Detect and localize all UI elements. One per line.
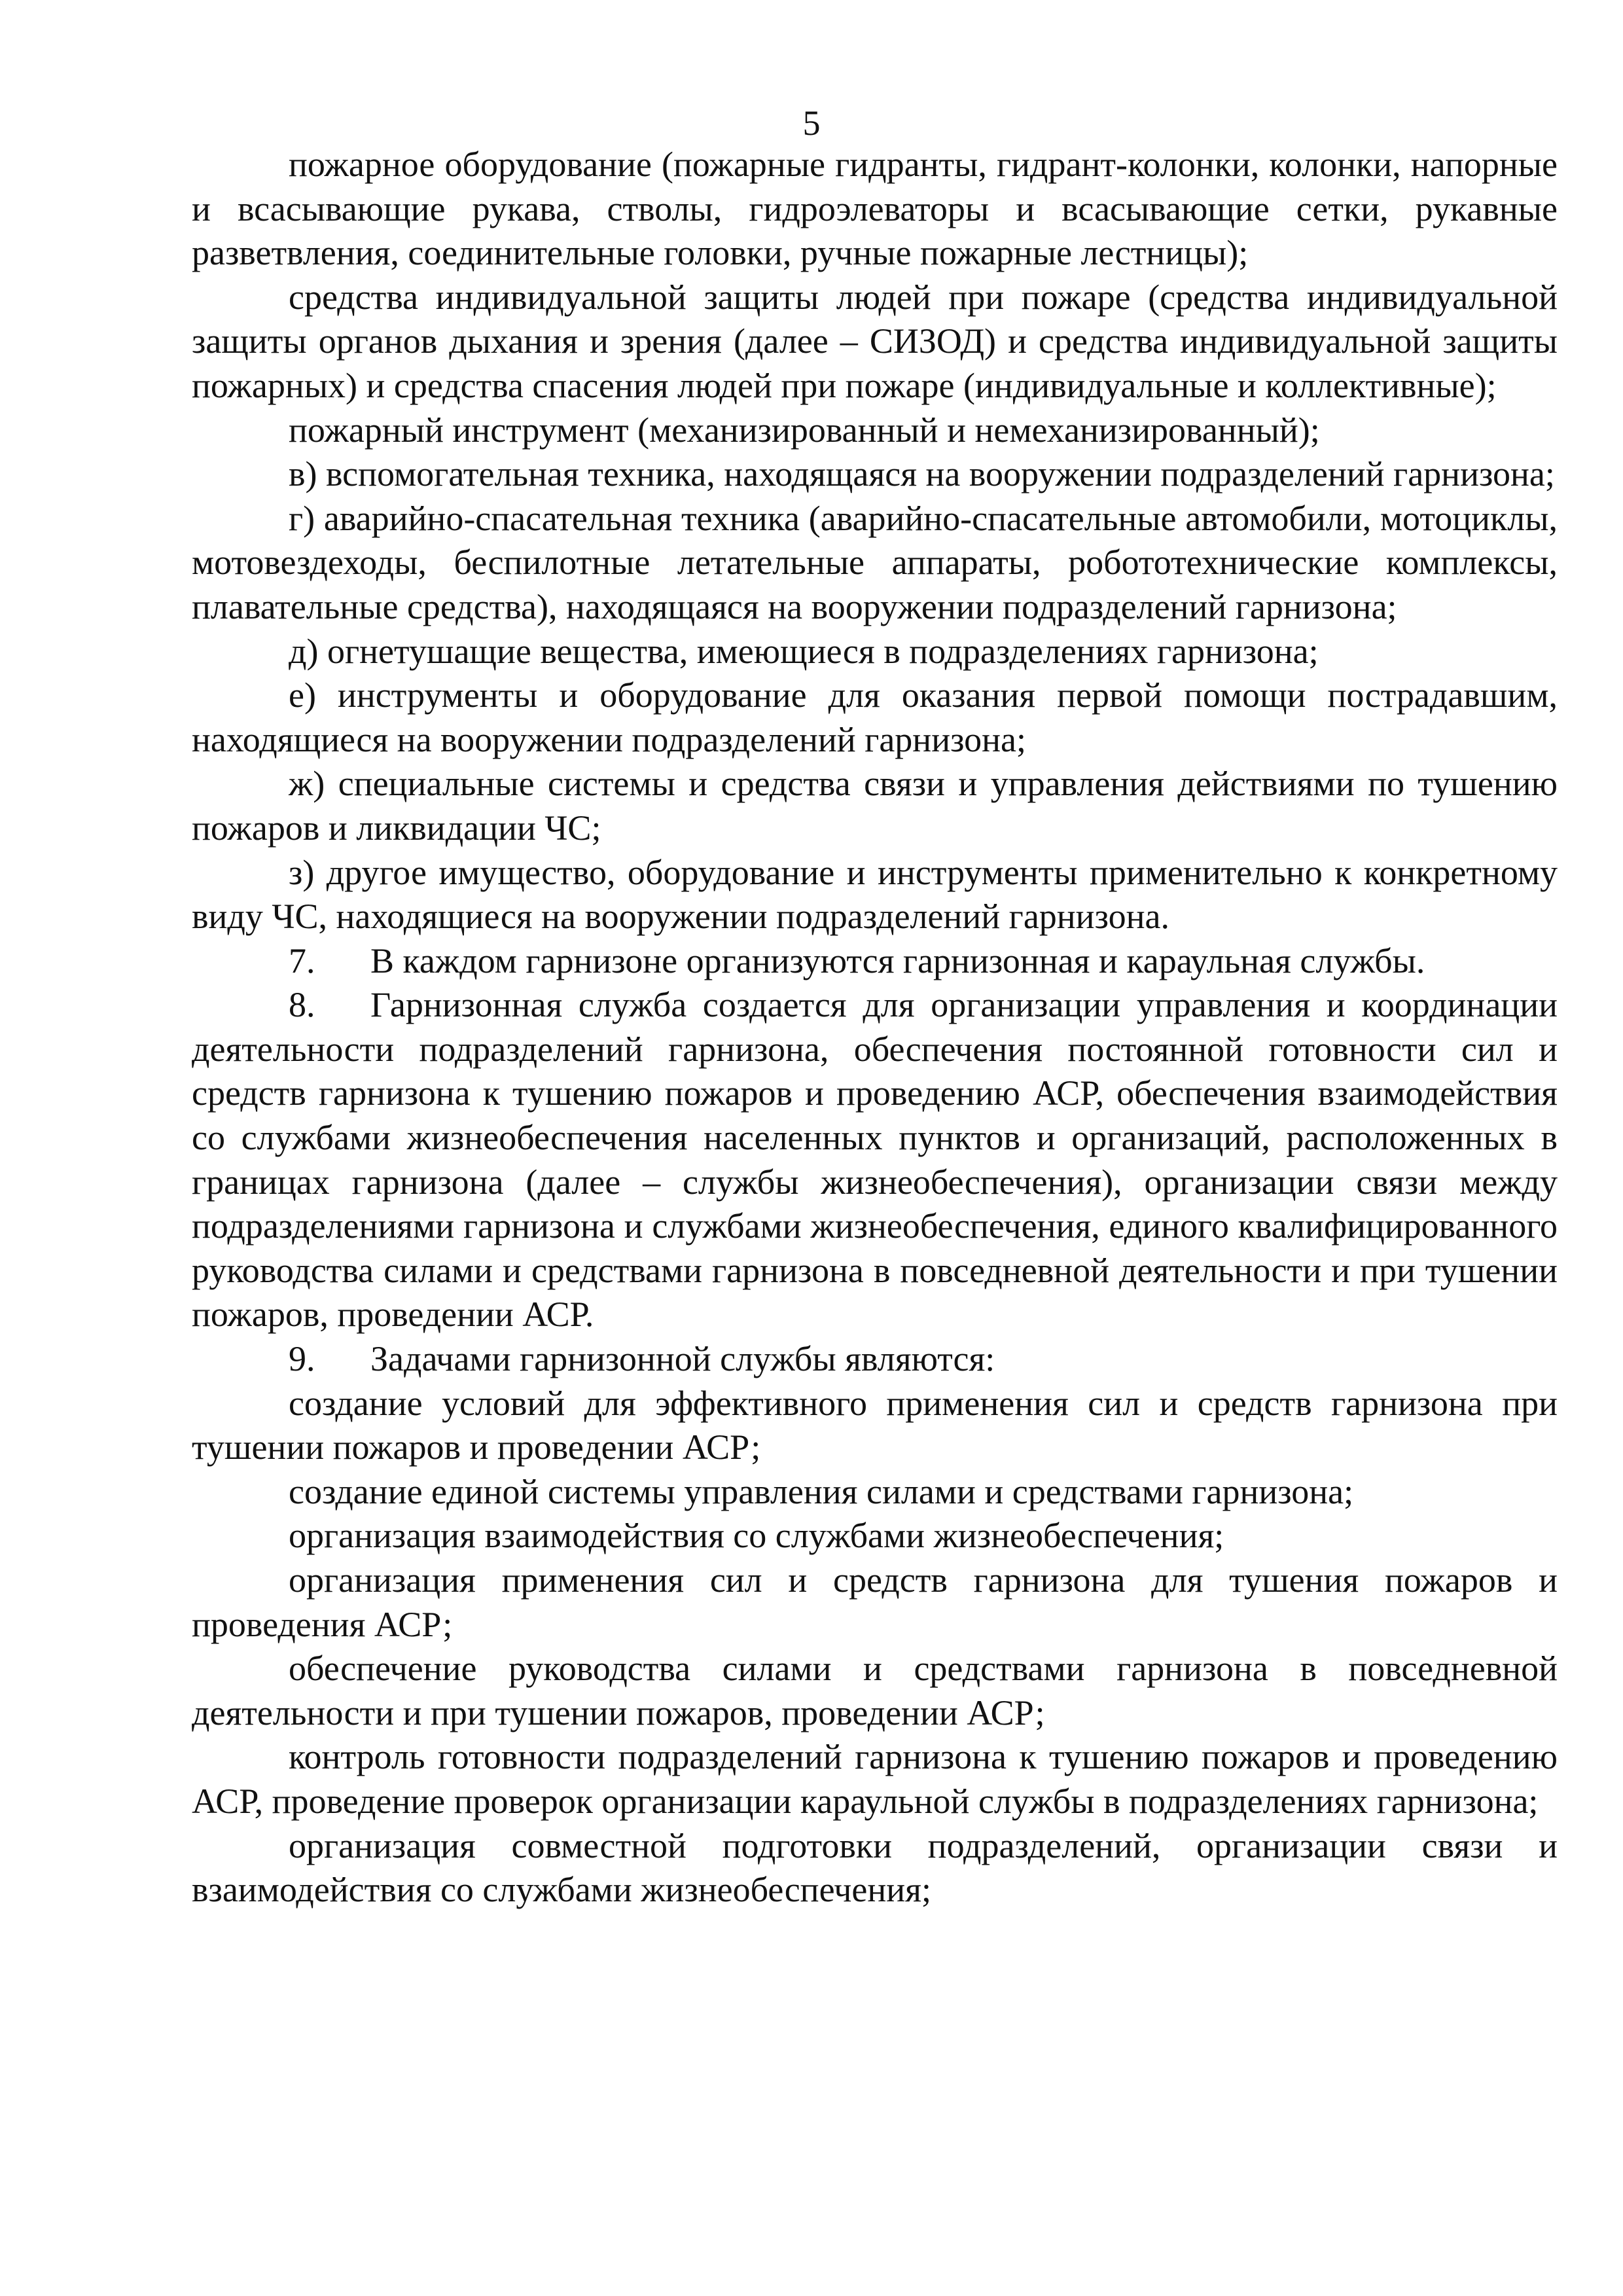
task-item: контроль готовности подразделений гарнизона к тушению пожаров и проведению АСР, проведение проверок организации караульной службы в подразделениях гарнизона; bbox=[192, 1737, 1558, 1821]
paragraph-section-7 bbox=[192, 939, 1558, 984]
task-item: организация применения сил и средств гарнизона для тушения пожаров и проведения АСР; bbox=[192, 1560, 1558, 1644]
section-text-9: Задачами гарнизонной службы являются: bbox=[370, 1339, 995, 1379]
section-number-8: 8. bbox=[289, 985, 315, 1025]
section-text-8: Гарнизонная служба создается для организации управления и координации деятельности подразделений гарнизона, обеспечения постоянной готовности сил и средств гарнизона к тушению пожаров и проведению АСР, обеспечения взаимодействия со службами жизнеобеспечения населенных пунктов и организаций, расположенных в границах гарнизона (далее – службы жизнеобеспечения), организации связи между подразделениями гарнизона и службами жизнеобеспечения, единого квалифицированного руководства силами и средствами гарнизона в повседневной деятельности и при тушении пожаров, проведении АСР. bbox=[192, 985, 1558, 1335]
task-item: обеспечение руководства силами и средствами гарнизона в повседневной деятельности и при тушении пожаров, проведении АСР; bbox=[192, 1649, 1558, 1732]
task-item: организация совместной подготовки подразделений, организации связи и взаимодействия со службами жизнеобеспечения; bbox=[192, 1825, 1558, 1910]
section-text-7: В каждом гарнизоне организуются гарнизонная и караульная службы. bbox=[370, 941, 1425, 980]
document-body bbox=[192, 143, 1558, 1912]
task-item: организация взаимодействия со службами жизнеобеспечения; bbox=[289, 1516, 1224, 1556]
task-item: создание условий для эффективного применения сил и средств гарнизона при тушении пожаров и проведении АСР; bbox=[192, 1383, 1558, 1467]
paragraph-section-8 bbox=[192, 983, 1558, 1337]
paragraph-item-v: в) вспомогательная техника, находящаяся на вооружении подразделений гарнизона; bbox=[289, 454, 1555, 494]
paragraph-item-z: з) другое имущество, оборудование и инструменты применительно к конкретному виду ЧС, находящиеся на вооружении подразделений гарнизона. bbox=[192, 852, 1558, 937]
page-number: 5 bbox=[802, 103, 821, 143]
section-number-9: 9. bbox=[289, 1339, 315, 1379]
paragraph-personal-protection: средства индивидуальной защиты людей при пожаре (средства индивидуальной защиты органов дыхания и зрения (далее – СИЗОД) и средства индивидуальной защиты пожарных) и средства спасения людей при пожаре (индивидуальные и коллективные); bbox=[192, 277, 1558, 405]
paragraph-section-9 bbox=[192, 1337, 1558, 1382]
paragraph-fire-equipment: пожарное оборудование (пожарные гидранты, гидрант-колонки, колонки, напорные и всасывающие рукава, стволы, гидроэлеваторы и всасывающие сетки, рукавные разветвления, соединительные головки, ручные пожарные лестницы); bbox=[192, 145, 1558, 273]
section-number-7: 7. bbox=[289, 941, 315, 980]
paragraph-item-g: г) аварийно-спасательная техника (аварийно-спасательные автомобили, мотоциклы, мотовездеходы, беспилотные летательные аппараты, робототехнические комплексы, плавательные средства), находящаяся на вооружении подразделений гарнизона; bbox=[192, 498, 1558, 626]
paragraph-item-e: е) инструменты и оборудование для оказания первой помощи пострадавшим, находящиеся на вооружении подразделений гарнизона; bbox=[192, 675, 1558, 759]
task-item: создание единой системы управления силами и средствами гарнизона; bbox=[289, 1471, 1354, 1511]
paragraph-item-d: д) огнетушащие вещества, имеющиеся в подразделениях гарнизона; bbox=[289, 631, 1319, 671]
paragraph-fire-tools: пожарный инструмент (механизированный и немеханизированный); bbox=[289, 410, 1320, 450]
paragraph-item-zh: ж) специальные системы и средства связи и управления действиями по тушению пожаров и ликвидации ЧС; bbox=[192, 764, 1558, 848]
